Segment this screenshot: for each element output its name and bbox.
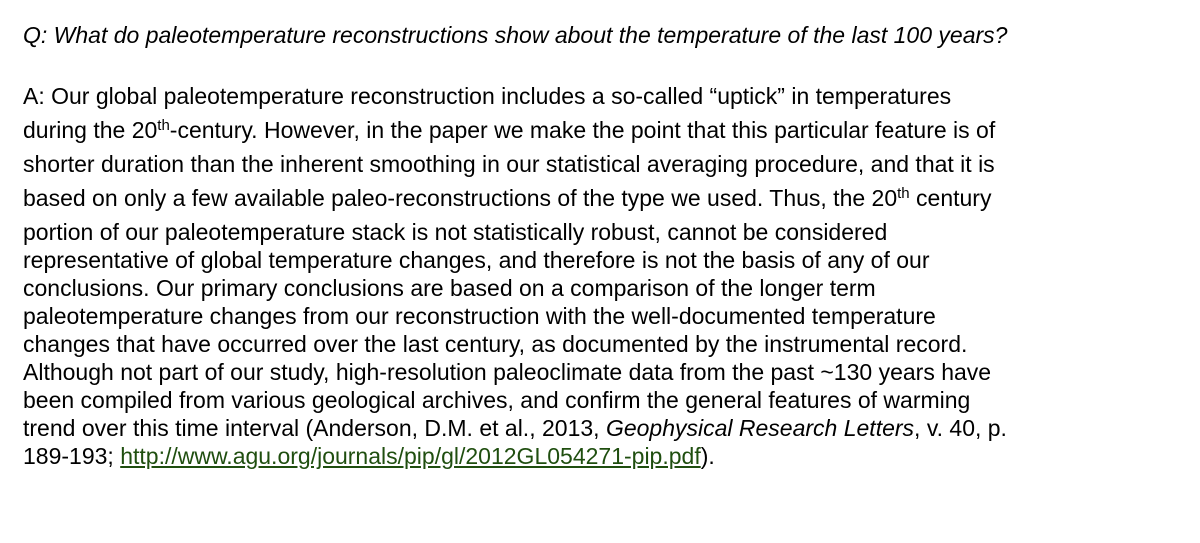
citation-volume: , v. 40, p. xyxy=(914,415,1007,441)
journal-name: Geophysical Research Letters xyxy=(605,415,915,441)
answer-line-10: Although not part of our study, high-resolution paleoclimate data from the past ~130 years have xyxy=(23,359,992,385)
answer-line-9: changes that have occurred over the last century, as documented by the instrumental record. xyxy=(23,331,968,357)
answer-line-4-start: based on only a few available paleo-reconstructions of the type we used. Thus, the 20 xyxy=(23,185,898,211)
question-text: Q: What do paleotemperature reconstructions show about the temperature of the last 100 years? xyxy=(23,22,1008,48)
ordinal-superscript: th xyxy=(157,117,170,134)
answer-line-4 xyxy=(23,178,1193,218)
answer-line-3: shorter duration than the inherent smoothing in our statistical averaging procedure, and that it is xyxy=(23,151,995,177)
citation-text: trend over this time interval (Anderson, D.M. et al., 2013, xyxy=(23,415,606,441)
answer-line-2 xyxy=(23,110,1193,150)
answer-line-6: representative of global temperature changes, and therefore is not the basis of any of our xyxy=(23,247,930,273)
answer-paragraph xyxy=(23,82,1193,470)
answer-line-5: portion of our paleotemperature stack is not statistically robust, cannot be considered xyxy=(23,219,888,245)
reference-link[interactable]: http://www.agu.org/journals/pip/gl/2012GL054271-pip.pdf xyxy=(120,443,701,469)
citation-close: ). xyxy=(700,443,715,469)
ordinal-superscript: th xyxy=(897,185,910,202)
answer-line-12 xyxy=(23,414,1193,442)
citation-pages: 189-193; xyxy=(23,443,121,469)
answer-line-1: A: Our global paleotemperature reconstruction includes a so-called “uptick” in temperatures xyxy=(23,83,952,109)
answer-line-11: been compiled from various geological archives, and confirm the general features of warming xyxy=(23,387,971,413)
answer-line-2-start: during the 20 xyxy=(23,117,158,143)
answer-line-13 xyxy=(23,442,1193,470)
answer-line-7: conclusions. Our primary conclusions are based on a comparison of the longer term xyxy=(23,275,876,301)
answer-line-2-end: -century. However, in the paper we make the point that this particular feature is of xyxy=(169,117,996,143)
answer-line-8: paleotemperature changes from our reconstruction with the well-documented temperature xyxy=(23,303,936,329)
answer-line-4-end: century xyxy=(909,185,992,211)
